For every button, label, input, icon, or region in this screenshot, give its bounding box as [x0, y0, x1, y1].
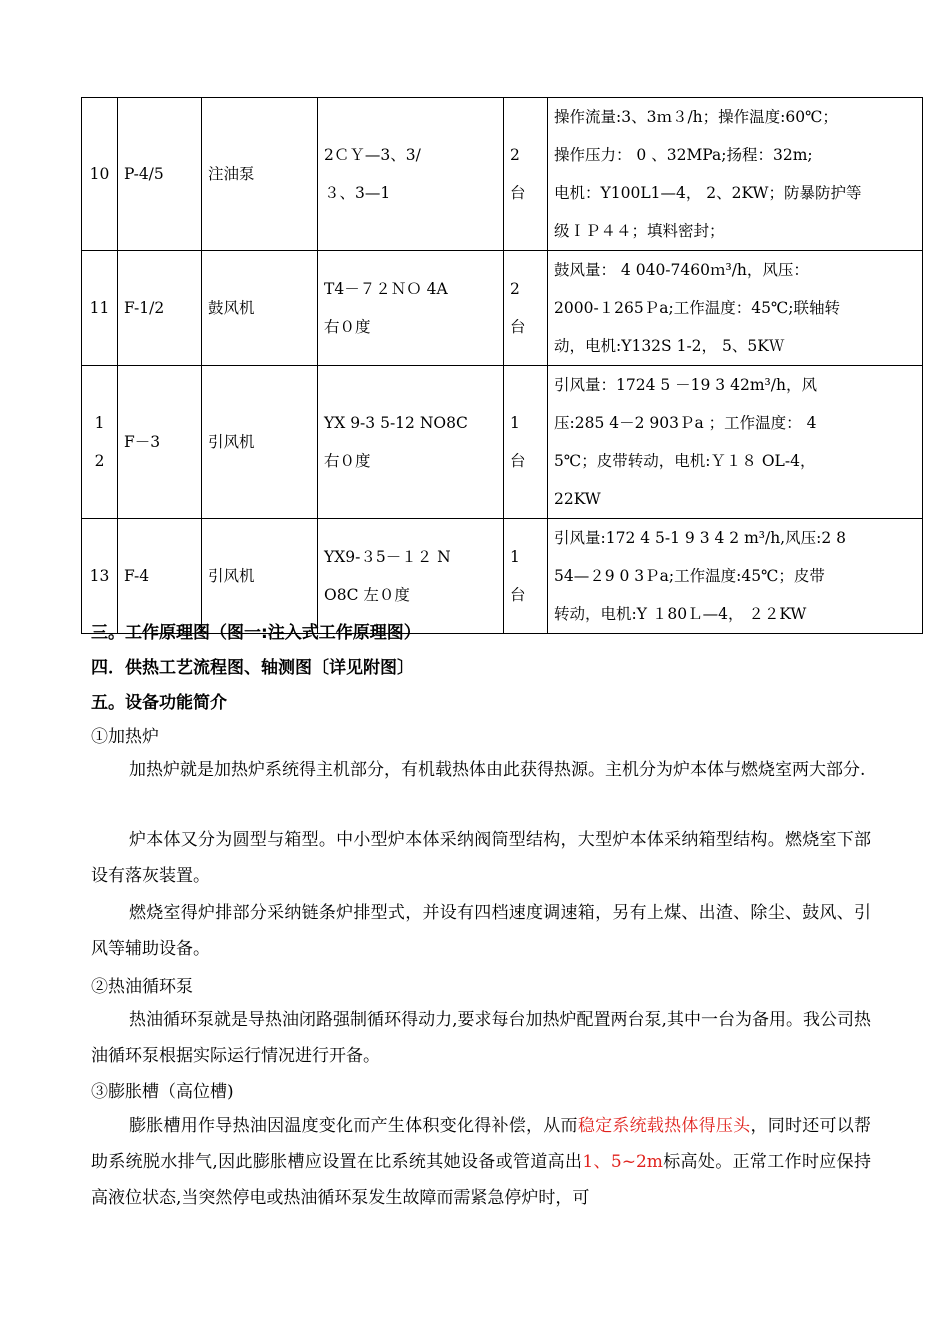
row-number: 10: [82, 98, 118, 251]
equipment-model: YX9-３5－１２ N O8C 左０度: [318, 519, 504, 634]
section-heading-5: 五。设备功能简介: [91, 693, 227, 713]
paragraph: 加热炉就是加热炉系统得主机部分，有机载热体由此获得热源。主机分为炉本体与燃烧室两大部分.: [129, 760, 866, 780]
equipment-model: T4－７２ＮＯ 4A 右０度: [318, 251, 504, 366]
equipment-spec: 操作流量:3、3ｍ３/h；操作温度:60℃； 操作压力： 0 、32MPa;扬程：32m; 电机：Y100L1—4， 2、2KW；防暴防护等 级ＩＰ４４；填料密封；: [548, 98, 923, 251]
paragraph: 热油循环泵就是导热油闭路强制循环得动力,要求每台加热炉配置两台泵,其中一台为备用。我公司热油循环泵根据实际运行情况进行开备。: [91, 1010, 871, 1066]
row-number: 11: [82, 251, 118, 366]
equipment-spec: 引风量:172 4 5-1 9 3 4 2 m³/h,风压:2 8 54—２9 0 3Ｐa;工作温度:45℃；皮带 转动，电机:Y １80Ｌ—4， ２２KW: [548, 519, 923, 634]
paragraph: 炉本体又分为圆型与箱型。中小型炉本体采纳阀筒型结构，大型炉本体采纳箱型结构。燃烧室下部设有落灰装置。: [91, 830, 871, 886]
paragraph: 燃烧室得炉排部分采纳链条炉排型式，并设有四档速度调速箱，另有上煤、出渣、除尘、鼓风、引风等辅助设备。: [91, 903, 871, 959]
equipment-name: 鼓风机: [202, 251, 318, 366]
equipment-quantity: 1 台: [504, 519, 548, 634]
equipment-name: 引风机: [202, 519, 318, 634]
item-title-expansion-tank: ③膨胀槽（高位槽): [91, 1082, 234, 1102]
equipment-quantity: 2 台: [504, 98, 548, 251]
equipment-model: 2ＣＹ—3、3/ ３、3—1: [318, 98, 504, 251]
row-number: 13: [82, 519, 118, 634]
section-heading-3: 三。工作原理图（图一:注入式工作原理图）: [91, 623, 421, 643]
equipment-quantity: 2 台: [504, 251, 548, 366]
section-heading-4: 四．供热工艺流程图、轴测图〔详见附图〕: [91, 658, 414, 678]
item-title-oil-pump: ②热油循环泵: [91, 977, 193, 997]
equipment-name: 引风机: [202, 366, 318, 519]
equipment-name: 注油泵: [202, 98, 318, 251]
equipment-code: F-1/2: [118, 251, 202, 366]
table-row: [82, 251, 923, 366]
table-row: [82, 519, 923, 634]
equipment-code: F-4: [118, 519, 202, 634]
table-row: [82, 366, 923, 519]
equipment-table: [81, 97, 923, 634]
row-number: 1 2: [82, 366, 118, 519]
equipment-spec: 引风量：1724 5 －19 3 42m³/h，风 压:285 4－2 903Ｐa ；工作温度： 4 5℃；皮带转动，电机:Ｙ１８ OL-4， 22KW: [548, 366, 923, 519]
equipment-code: P-4/5: [118, 98, 202, 251]
equipment-code: F－3: [118, 366, 202, 519]
equipment-quantity: 1 台: [504, 366, 548, 519]
highlighted-text: 稳定系统载热体得压头: [577, 1116, 751, 1136]
table-row: [82, 98, 923, 251]
equipment-spec: 鼓风量： 4 040-7460ｍ³/h，风压： 2000-１265Ｐa;工作温度：45℃;联轴转 动，电机:Y132S 1-2， 5、5KＷ: [548, 251, 923, 366]
equipment-model: YX 9-3 5-12 NO8C 右０度: [318, 366, 504, 519]
paragraph: 膨胀槽用作导热油因温度变化而产生体积变化得补偿，从而稳定系统载热体得压头，同时还可以帮助系统脱水排气,因此膨胀槽应设置在比系统其她设备或管道高出1、5~2m标高处。正常工作时应保持高液位状态,当突然停电或热油循环泵发生故障而需紧急停炉时，可: [91, 1116, 872, 1208]
item-title-heating-furnace: ①加热炉: [91, 727, 159, 747]
highlighted-text: 1、5~2m: [582, 1152, 663, 1172]
